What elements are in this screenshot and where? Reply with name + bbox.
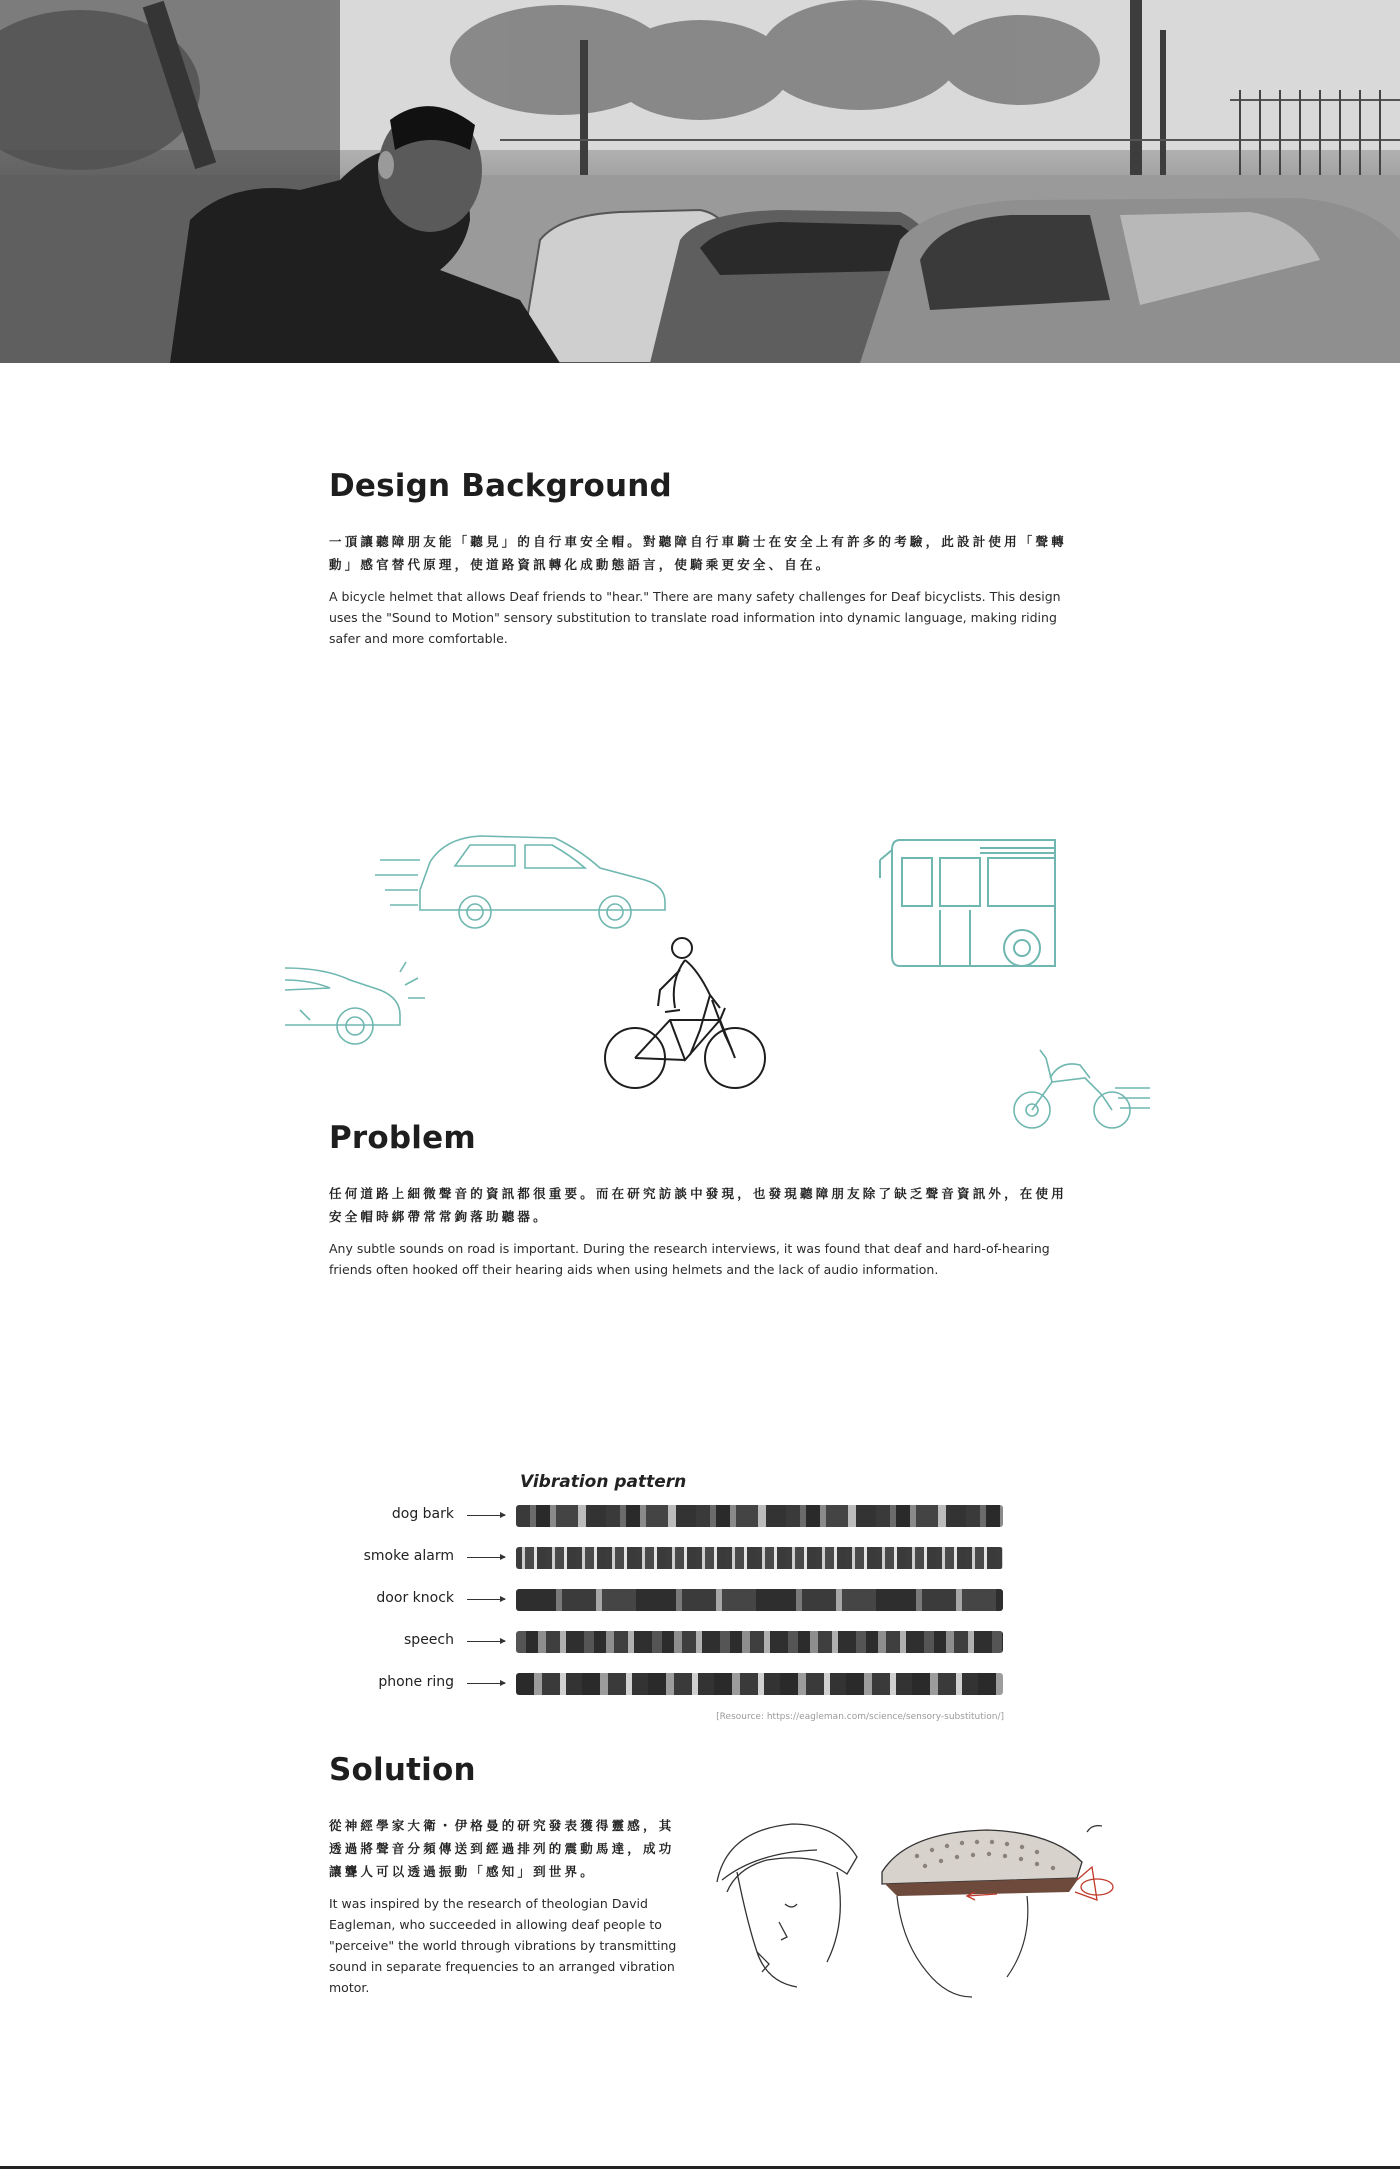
design-background-zh-text: 一頂讓聽障朋友能「聽見」的自行車安全帽。對聽障自行車騎士在安全上有許多的考驗，此設計使用「聲轉動」感官替代原理，使道路資訊轉化成動態語言，使騎乘更安全、自在。	[329, 534, 1067, 572]
solution-title: Solution	[329, 1752, 476, 1788]
vibration-row	[340, 1628, 1000, 1656]
vibration-bar	[516, 1589, 1003, 1611]
problem-section	[329, 1120, 1071, 1280]
car-wagon-icon	[375, 836, 665, 928]
cyclist-icon	[605, 938, 765, 1088]
road-hazards-illustration	[280, 820, 1150, 1150]
vibration-bar	[516, 1547, 1003, 1569]
helmet-sketches	[697, 1812, 1117, 2012]
helmet-sketch-side	[882, 1826, 1113, 1997]
helmet-sketch-front	[717, 1824, 857, 1987]
arrow-right-icon	[467, 1641, 505, 1642]
vibration-pattern-title: Vibration pattern	[520, 1472, 687, 1492]
vibration-row	[340, 1670, 1000, 1698]
motorcycle-icon	[1014, 1050, 1150, 1128]
arrow-right-icon	[467, 1683, 505, 1684]
vibration-row	[340, 1544, 1000, 1572]
vibration-row-label: speech	[404, 1632, 454, 1648]
solution-section	[329, 1752, 1089, 1998]
vibration-bar	[516, 1505, 1003, 1527]
vibration-row	[340, 1502, 1000, 1530]
arrow-right-icon	[467, 1599, 505, 1600]
problem-title: Problem	[329, 1120, 476, 1156]
vibration-row-label: door knock	[376, 1590, 454, 1606]
solution-en-text: It was inspired by the research of theologian David Eagleman, who succeeded in allowing deaf people to "perceive" the world through vibrations by transmitting sound in separate frequencies to an arranged vibration motor.	[329, 1896, 677, 1995]
vibration-row	[340, 1586, 1000, 1614]
hero-photo	[0, 0, 1400, 363]
vibration-row-label: phone ring	[378, 1674, 454, 1690]
bus-icon	[880, 840, 1055, 966]
arrow-right-icon	[467, 1515, 505, 1516]
solution-zh-text: 從神經學家大衛・伊格曼的研究發表獲得靈感，其透過將聲音分頻傳送到經過排列的震動馬達，成功讓聾人可以透過振動「感知」到世界。	[329, 1818, 675, 1879]
vibration-row-label: smoke alarm	[363, 1548, 454, 1564]
resource-citation: [Resource: https://eagleman.com/science/sensory-substitution/]	[716, 1712, 1004, 1722]
street-scene-illustration	[0, 0, 1400, 363]
solution-text	[329, 1814, 679, 1998]
design-background-title: Design Background	[329, 468, 672, 504]
vibration-row-label: dog bark	[391, 1506, 454, 1522]
arrow-right-icon	[467, 1557, 505, 1558]
vibration-pattern-figure	[340, 1462, 1020, 1732]
design-background-en-text: A bicycle helmet that allows Deaf friends to "hear." There are many safety challenges for Deaf bicyclists. This design uses the "Sound to Motion" sensory substitution to translate road information into dynamic language, making riding safer and more comfortable.	[329, 589, 1061, 646]
vibration-bar	[516, 1631, 1003, 1653]
vibration-bar	[516, 1673, 1003, 1695]
problem-zh-text: 任何道路上細微聲音的資訊都很重要。而在研究訪談中發現，也發現聽障朋友除了缺乏聲音資訊外，在使用安全帽時綁帶常常鉤落助聽器。	[329, 1186, 1067, 1224]
car-sedan-icon	[285, 962, 425, 1044]
design-background-section	[329, 468, 1071, 649]
problem-en-text: Any subtle sounds on road is important. During the research interviews, it was found that deaf and hard-of-hearing friends often hooked off their hearing aids when using helmets and the lack of audio information.	[329, 1241, 1050, 1277]
